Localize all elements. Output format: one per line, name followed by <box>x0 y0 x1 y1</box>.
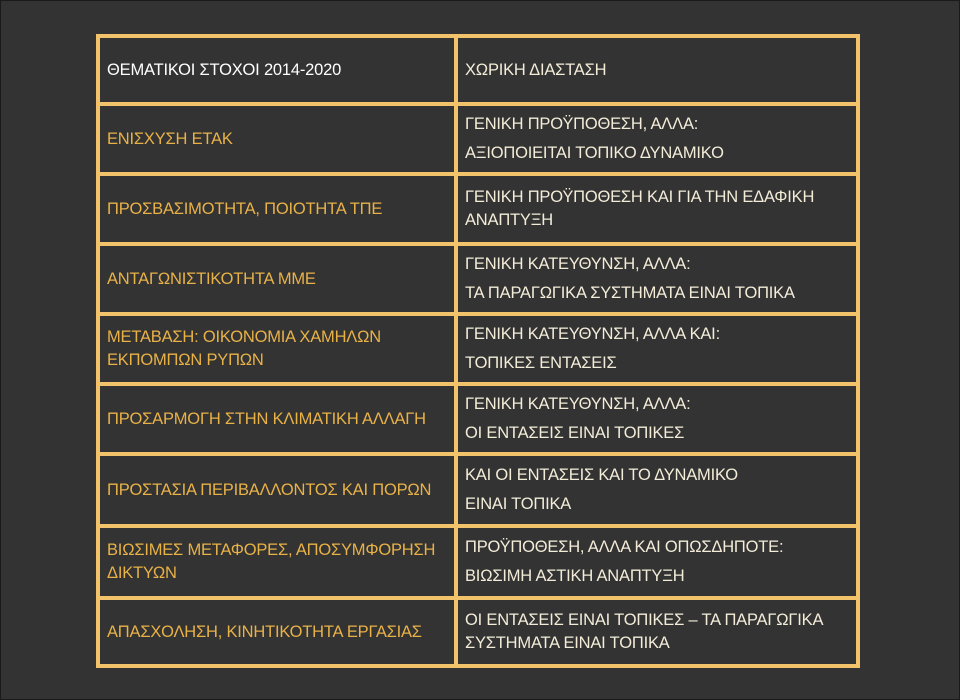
objective-text: ΕΚΠΟΜΠΩΝ ΡΥΠΩΝ <box>107 351 264 369</box>
table-row <box>98 454 858 526</box>
spatial-text: ΚΑΙ ΟΙ ΕΝΤΑΣΕΙΣ ΚΑΙ ΤΟ ΔΥΝΑΜΙΚΟ <box>465 466 738 484</box>
objective-cell <box>98 598 456 666</box>
header-left-text: ΘΕΜΑΤΙΚΟΙ ΣΤΟΧΟΙ 2014-2020 <box>107 60 342 79</box>
spatial-text: ΕΙΝΑΙ ΤΟΠΙΚΑ <box>465 495 572 513</box>
spatial-cell <box>456 454 858 526</box>
objective-cell <box>98 384 456 454</box>
objective-cell <box>98 526 456 598</box>
spatial-text: ΓΕΝΙΚΗ ΚΑΤΕΥΘΥΝΣΗ, ΑΛΛΑ: <box>465 255 691 273</box>
objective-text: ΒΙΩΣΙΜΕΣ ΜΕΤΑΦΟΡΕΣ, ΑΠΟΣΥΜΦΟΡΗΣΗ <box>107 541 436 559</box>
spatial-text: ΑΝΑΠΤΥΞΗ <box>465 211 553 229</box>
spatial-text: ΟΙ ΕΝΤΑΣΕΙΣ ΕΙΝΑΙ ΤΟΠΙΚΕΣ <box>465 424 685 442</box>
objective-text: ΠΡΟΣΑΡΜΟΓΗ ΣΤΗΝ ΚΛΙΜΑΤΙΚΗ ΑΛΛΑΓΗ <box>107 409 426 428</box>
spatial-cell <box>456 104 858 174</box>
spatial-text: ΟΙ ΕΝΤΑΣΕΙΣ ΕΙΝΑΙ ΤΟΠΙΚΕΣ – ΤΑ ΠΑΡΑΓΩΓΙΚΑ <box>465 611 824 629</box>
objective-cell <box>98 174 456 244</box>
header-right-text: ΧΩΡΙΚΗ ΔΙΑΣΤΑΣΗ <box>465 60 607 79</box>
table-row <box>98 104 858 174</box>
spatial-text: ΓΕΝΙΚΗ ΠΡΟΫΠΟΘΕΣΗ ΚΑΙ ΓΙΑ ΤΗΝ ΕΔΑΦΙΚΗ <box>465 188 815 206</box>
table-header-row <box>98 36 858 104</box>
spatial-text: ΓΕΝΙΚΗ ΠΡΟΫΠΟΘΕΣΗ, ΑΛΛΑ: <box>465 115 699 133</box>
table-row <box>98 314 858 384</box>
table-row <box>98 174 858 244</box>
objective-text: ΜΕΤΑΒΑΣΗ: ΟΙΚΟΝΟΜΙΑ ΧΑΜΗΛΩΝ <box>107 328 381 346</box>
spatial-cell <box>456 384 858 454</box>
objective-cell <box>98 454 456 526</box>
objective-cell <box>98 104 456 174</box>
spatial-cell <box>456 174 858 244</box>
table-row <box>98 244 858 314</box>
objective-text: ΔΙΚΤΥΩΝ <box>107 564 177 582</box>
objective-text: ΠΡΟΣΤΑΣΙΑ ΠΕΡΙΒΑΛΛΟΝΤΟΣ ΚΑΙ ΠΟΡΩΝ <box>107 480 432 499</box>
spatial-cell <box>456 598 858 666</box>
spatial-text: ΓΕΝΙΚΗ ΚΑΤΕΥΘΥΝΣΗ, ΑΛΛΑ ΚΑΙ: <box>465 325 720 343</box>
thematic-objectives-table <box>96 34 860 668</box>
objective-cell <box>98 314 456 384</box>
objective-text: ΠΡΟΣΒΑΣΙΜΟΤΗΤΑ, ΠΟΙΟΤΗΤΑ ΤΠΕ <box>107 199 383 218</box>
objective-text: ΕΝΙΣΧΥΣΗ ΕΤΑΚ <box>107 129 233 148</box>
spatial-cell <box>456 244 858 314</box>
spatial-text: ΠΡΟΫΠΟΘΕΣΗ, ΑΛΛΑ ΚΑΙ ΟΠΩΣΔΗΠΟΤΕ: <box>465 538 784 556</box>
spatial-cell <box>456 314 858 384</box>
objective-cell <box>98 244 456 314</box>
spatial-cell <box>456 526 858 598</box>
spatial-text: ΒΙΩΣΙΜΗ ΑΣΤΙΚΗ ΑΝΑΠΤΥΞΗ <box>465 567 685 585</box>
table-row <box>98 526 858 598</box>
header-spatial-dimension <box>456 36 858 104</box>
spatial-text: ΤΑ ΠΑΡΑΓΩΓΙΚΑ ΣΥΣΤΗΜΑΤΑ ΕΙΝΑΙ ΤΟΠΙΚΑ <box>465 284 795 302</box>
objective-text: ΑΠΑΣΧΟΛΗΣΗ, ΚΙΝΗΤΙΚΟΤΗΤΑ ΕΡΓΑΣΙΑΣ <box>107 622 422 641</box>
header-thematic-objectives <box>98 36 456 104</box>
table-row <box>98 384 858 454</box>
spatial-text: ΤΟΠΙΚΕΣ ΕΝΤΑΣΕΙΣ <box>465 354 617 372</box>
spatial-text: ΣΥΣΤΗΜΑΤΑ ΕΙΝΑΙ ΤΟΠΙΚΑ <box>465 634 670 652</box>
table-row <box>98 598 858 666</box>
objective-text: ΑΝΤΑΓΩΝΙΣΤΙΚΟΤΗΤΑ ΜΜΕ <box>107 269 316 288</box>
spatial-text: ΑΞΙΟΠΟΙΕΙΤΑΙ ΤΟΠΙΚΟ ΔΥΝΑΜΙΚΟ <box>465 144 724 162</box>
spatial-text: ΓΕΝΙΚΗ ΚΑΤΕΥΘΥΝΣΗ, ΑΛΛΑ: <box>465 395 691 413</box>
